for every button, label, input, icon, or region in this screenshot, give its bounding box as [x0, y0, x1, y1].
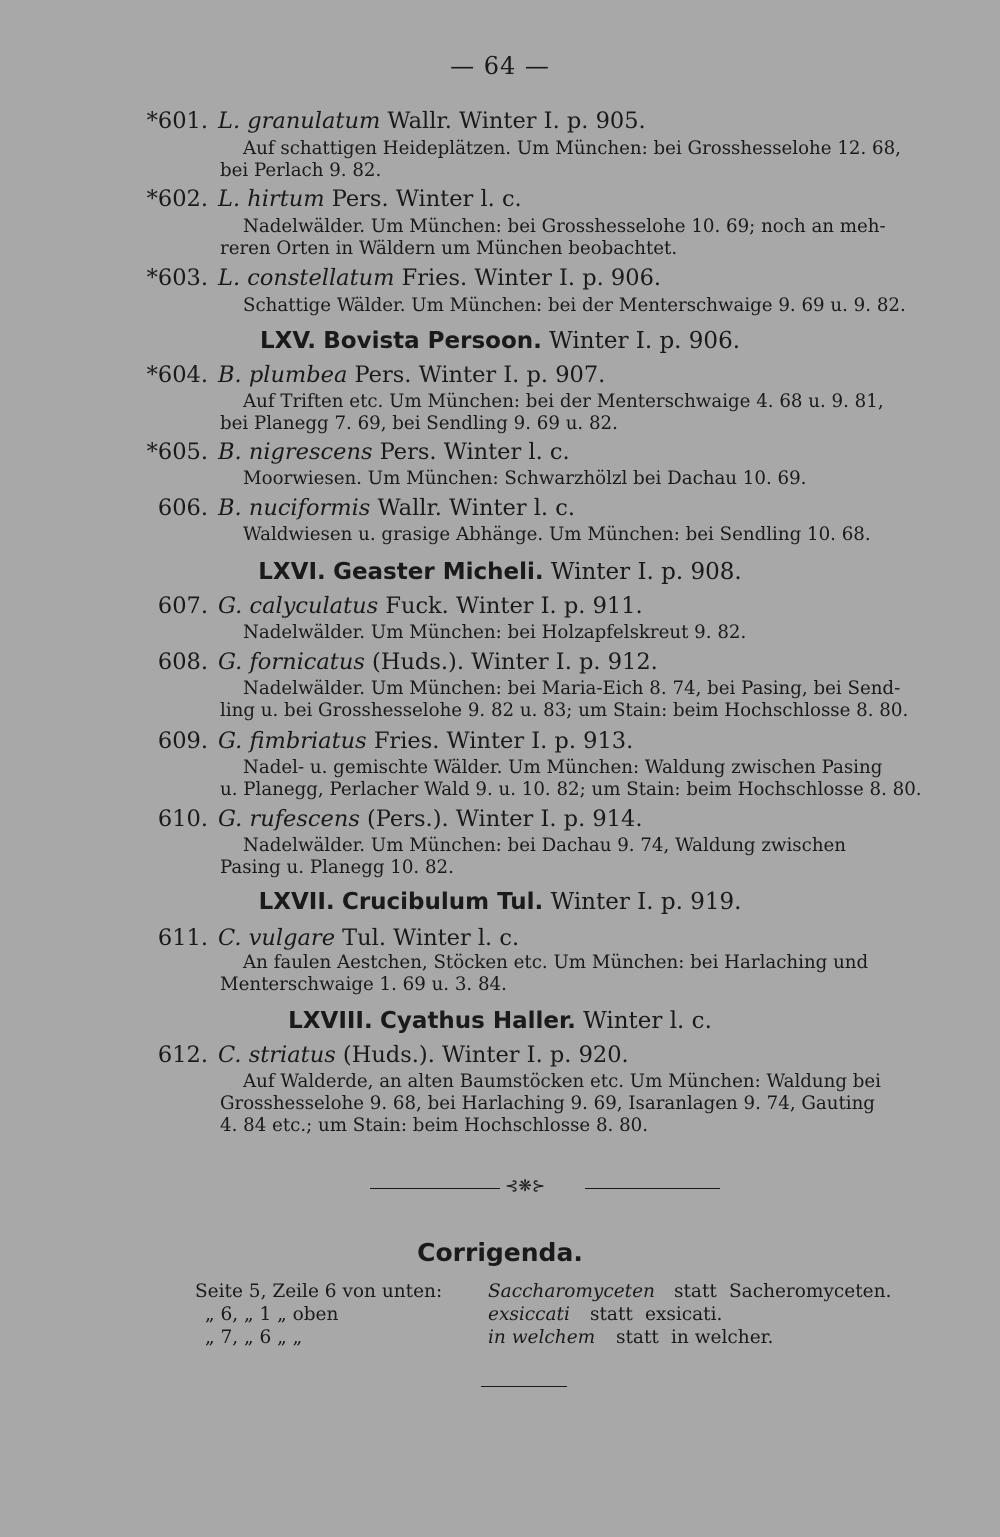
entry-number: *603.	[146, 265, 208, 291]
species-reference: Wallr. Winter I. p. 905.	[380, 108, 646, 134]
description-line: 4. 84 etc.; um Stain: beim Hochschlosse 8. 80.	[220, 1114, 649, 1136]
description-line: Grosshesselohe 9. 68, bei Harlaching 9. 69, Isaranlagen 9. 74, Gauting	[220, 1092, 875, 1114]
entry-number: 610.	[157, 806, 208, 832]
entry-description	[220, 468, 952, 490]
description-line: Nadelwälder. Um München: bei Dachau 9. 74, Waldung zwischen	[243, 835, 847, 856]
species-reference: (Huds.). Winter I. p. 920.	[335, 1042, 629, 1068]
species-reference: Fuck. Winter I. p. 911.	[378, 593, 643, 619]
corrigenda-location: „ 6, „ 1 „ oben	[205, 1304, 339, 1325]
entry-description	[220, 757, 952, 801]
description-line: Nadelwälder. Um München: bei Maria-Eich 8. 74, bei Pasing, bei Send-	[243, 678, 901, 699]
entry-description	[220, 138, 952, 182]
description-line: Schattige Wälder. Um München: bei der Menterschwaige 9. 69 u. 9. 82.	[243, 295, 906, 316]
entry-title	[218, 925, 519, 951]
genus-reference: Winter I. p. 919.	[543, 889, 742, 915]
entry-number: 612.	[157, 1042, 208, 1068]
section-heading-lxviii	[0, 1008, 1000, 1034]
entry-title	[218, 439, 570, 465]
description-line: Auf Walderde, an alten Baumstöcken etc. Um München: Waldung bei	[243, 1071, 881, 1092]
entry-description	[220, 835, 952, 879]
description-line: ling u. bei Grosshesselohe 9. 82 u. 83; um Stain: beim Hochschlosse 8. 80.	[220, 699, 909, 721]
description-line: Waldwiesen u. grasige Abhänge. Um München: bei Sendling 10. 68.	[243, 524, 871, 545]
entry-title	[218, 265, 661, 291]
species-name: L. constellatum	[218, 265, 395, 291]
entry-title	[218, 593, 643, 619]
corrigenda-wrong: in welcher.	[671, 1327, 774, 1348]
entry-description	[220, 622, 952, 644]
species-reference: Tul. Winter l. c.	[335, 925, 520, 951]
entry-number: 611.	[157, 925, 208, 951]
description-line: Nadelwälder. Um München: bei Holzapfelskreut 9. 82.	[243, 622, 747, 643]
species-name: G. calyculatus	[218, 593, 379, 619]
entry-head	[0, 593, 1000, 623]
corrigenda-statt: statt	[674, 1281, 717, 1302]
species-reference: (Huds.). Winter I. p. 912.	[364, 649, 658, 675]
entry-number: *604.	[146, 362, 208, 388]
species-name: L. granulatum	[218, 108, 381, 134]
entry-head	[0, 186, 1000, 216]
corrigenda-statt: statt	[590, 1304, 633, 1325]
entry-description	[220, 524, 952, 546]
bottom-rule	[481, 1386, 567, 1387]
genus-name: Crucibulum Tul.	[341, 889, 544, 915]
description-line: Auf Triften etc. Um München: bei der Menterschwaige 4. 68 u. 9. 81,	[243, 391, 884, 412]
species-reference: Pers. Winter l. c.	[372, 439, 570, 465]
ornament-icon: ⊰❋⊱	[505, 1176, 546, 1195]
page-number: — 64 —	[450, 52, 550, 80]
species-name: B. plumbea	[218, 362, 348, 388]
description-line: reren Orten in Wäldern um München beobachtet.	[220, 237, 678, 259]
genus-name: Geaster Micheli.	[333, 559, 544, 585]
description-line: Nadelwälder. Um München: bei Grosshesselohe 10. 69; noch an meh-	[243, 216, 886, 237]
corrigenda-row	[0, 1281, 1000, 1305]
entry-number: *602.	[146, 186, 208, 212]
corrigenda-statt: statt	[616, 1327, 659, 1348]
section-heading-lxv	[0, 328, 1000, 354]
species-reference: Fries. Winter I. p. 906.	[394, 265, 662, 291]
species-name: B. nigrescens	[218, 439, 373, 465]
entry-head	[0, 806, 1000, 836]
genus-reference: Winter I. p. 906.	[541, 328, 741, 354]
section-number: LXVIII.	[288, 1008, 373, 1034]
entry-description	[220, 678, 952, 722]
divider-line-left	[370, 1188, 500, 1189]
corrigenda-row	[0, 1327, 1000, 1351]
section-number: LXV.	[259, 328, 316, 354]
genus-reference: Winter I. p. 908.	[543, 559, 742, 585]
corrigenda-location: Seite 5, Zeile 6 von unten:	[195, 1281, 443, 1302]
entry-number: 609.	[157, 728, 208, 754]
entry-head	[0, 495, 1000, 525]
genus-name: Bovista Persoon.	[323, 328, 542, 354]
species-name: G. rufescens	[218, 806, 360, 832]
species-reference: Pers. Winter I. p. 907.	[347, 362, 606, 388]
species-name: C. striatus	[218, 1042, 336, 1068]
corrigenda-title: Corrigenda.	[417, 1238, 583, 1267]
species-reference: Fries. Winter I. p. 913.	[366, 728, 634, 754]
description-line: Auf schattigen Heideplätzen. Um München: bei Grosshesselohe 12. 68,	[243, 138, 901, 159]
entry-description	[220, 295, 952, 317]
species-name: L. hirtum	[218, 186, 325, 212]
section-heading-lxvii	[0, 889, 1000, 915]
description-line: Menterschwaige 1. 69 u. 3. 84.	[220, 973, 507, 995]
divider-line-right	[585, 1188, 720, 1189]
species-name: B. nuciformis	[218, 495, 371, 521]
entry-head	[0, 265, 1000, 295]
section-number: LXVII.	[258, 889, 335, 915]
species-name: C. vulgare	[218, 925, 336, 951]
section-number: LXVI.	[258, 559, 326, 585]
species-reference: (Pers.). Winter I. p. 914.	[359, 806, 643, 832]
entry-number: 608.	[157, 649, 208, 675]
entry-head	[0, 649, 1000, 679]
entry-number: 607.	[157, 593, 208, 619]
entry-title	[218, 728, 633, 754]
entry-number: *601.	[146, 108, 208, 134]
entry-description	[220, 1071, 952, 1136]
entry-description	[220, 952, 952, 996]
entry-title	[218, 1042, 629, 1068]
corrigenda-correct: exsiccati	[488, 1304, 570, 1325]
entry-head	[0, 108, 1000, 138]
entry-title	[218, 806, 642, 832]
section-heading-lxvi	[0, 559, 1000, 585]
species-name: G. fornicatus	[218, 649, 365, 675]
entry-head	[0, 1042, 1000, 1072]
species-reference: Pers. Winter l. c.	[324, 186, 522, 212]
entry-head	[0, 439, 1000, 469]
entry-title	[218, 649, 658, 675]
description-line: u. Planegg, Perlacher Wald 9. u. 10. 82; um Stain: beim Hochschlosse 8. 80.	[220, 778, 922, 800]
entry-title	[218, 186, 522, 212]
species-name: G. fimbriatus	[218, 728, 367, 754]
entry-title	[218, 108, 646, 134]
ornamental-divider	[370, 1176, 720, 1196]
entry-head	[0, 362, 1000, 392]
description-line: bei Planegg 7. 69, bei Sendling 9. 69 u. 82.	[220, 412, 618, 434]
corrigenda-correct: Saccharomyceten	[488, 1281, 655, 1302]
entry-title	[218, 362, 605, 388]
corrigenda-correct: in welchem	[488, 1327, 596, 1348]
entry-title	[218, 495, 575, 521]
genus-name: Cyathus Haller.	[380, 1008, 576, 1034]
corrigenda-wrong: exsicati.	[645, 1304, 723, 1325]
entry-number: 606.	[157, 495, 208, 521]
entry-description	[220, 391, 952, 435]
entry-number: *605.	[146, 439, 208, 465]
corrigenda-wrong: Sacheromyceten.	[729, 1281, 892, 1302]
description-line: Moorwiesen. Um München: Schwarzhölzl bei Dachau 10. 69.	[243, 468, 807, 489]
description-line: An faulen Aestchen, Stöcken etc. Um München: bei Harlaching und	[243, 952, 869, 973]
corrigenda-location: „ 7, „ 6 „ „	[205, 1327, 303, 1348]
corrigenda-row	[0, 1304, 1000, 1328]
species-reference: Wallr. Winter l. c.	[370, 495, 575, 521]
description-line: Pasing u. Planegg 10. 82.	[220, 856, 454, 878]
entry-head	[0, 925, 1000, 955]
entry-head	[0, 728, 1000, 758]
description-line: Nadel- u. gemischte Wälder. Um München: Waldung zwischen Pasing	[243, 757, 883, 778]
description-line: bei Perlach 9. 82.	[220, 159, 382, 181]
genus-reference: Winter l. c.	[575, 1008, 712, 1034]
entry-description	[220, 216, 952, 260]
